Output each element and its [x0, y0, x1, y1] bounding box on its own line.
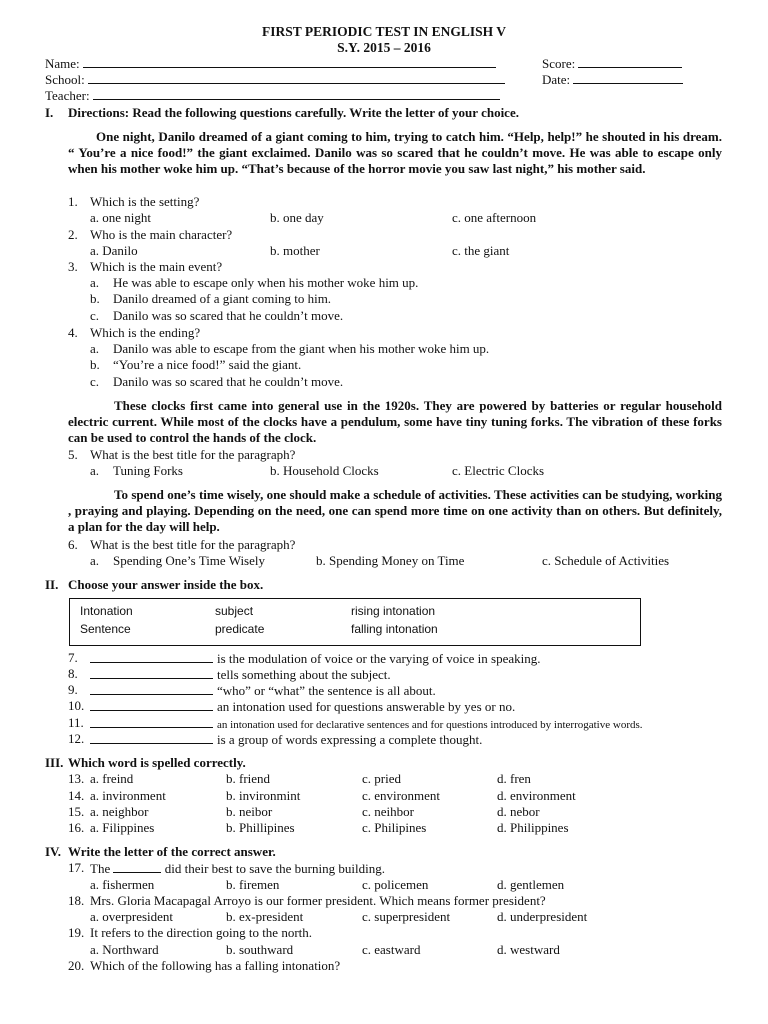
name-field[interactable] — [45, 56, 496, 72]
q18-option-a[interactable]: a. overpresident — [90, 909, 174, 924]
item-7 — [90, 650, 540, 667]
part2-directions: Choose your answer inside the box. — [68, 577, 264, 592]
q17-option-d[interactable]: d. gentlemen — [497, 877, 565, 892]
passage-2-text: These clocks first came into general use in the 1920s. They are powered by batteries or regular household electric current. While most of the clocks have a pendulum, some have tiny tuning forks. The vibration of these forks can be used to control the hands of the clock. — [68, 398, 722, 445]
school-field[interactable] — [45, 72, 505, 88]
q3-option-b-letter: b. — [90, 291, 100, 306]
answer-blank[interactable] — [90, 715, 213, 728]
answer-blank[interactable] — [90, 731, 213, 744]
question-4-number: 4. — [68, 325, 78, 340]
item-7-number: 7. — [68, 650, 78, 665]
q18-option-b[interactable]: b. ex-president — [226, 909, 304, 924]
q19-option-c[interactable]: c. eastward — [362, 942, 421, 957]
question-2-text: Who is the main character? — [90, 227, 233, 242]
q17-option-c[interactable]: c. policemen — [362, 877, 429, 892]
item-13-option-a[interactable]: a. freind — [90, 771, 134, 786]
score-line — [578, 56, 682, 68]
item-11-text: an intonation used for declarative sentences and for questions introduced by interrogative words. — [217, 719, 643, 731]
item-13-option-b[interactable]: b. friend — [226, 771, 271, 786]
item-15-option-a[interactable]: a. neighbor — [90, 804, 149, 819]
question-4-text: Which is the ending? — [90, 325, 201, 340]
q4-option-a-letter: a. — [90, 341, 100, 356]
part4-directions: Write the letter of the correct answer. — [68, 844, 276, 859]
answer-blank[interactable] — [90, 682, 213, 695]
q3-option-c[interactable]: Danilo was so scared that he couldn’t move. — [113, 308, 344, 323]
question-3-text: Which is the main event? — [90, 259, 223, 274]
item-16-option-b[interactable]: b. Phillipines — [226, 820, 295, 835]
item-12 — [90, 731, 482, 748]
score-label: Score: — [542, 56, 576, 71]
date-line — [573, 72, 683, 84]
q2-option-b[interactable]: b. mother — [270, 243, 320, 258]
choice-sentence: Sentence — [80, 622, 131, 636]
teacher-label: Teacher: — [45, 88, 90, 103]
choice-subject: subject — [215, 604, 254, 618]
item-7-text: is the modulation of voice or the varying of voice in speaking. — [217, 651, 541, 666]
q5-option-c[interactable]: c. Electric Clocks — [452, 463, 545, 478]
item-15-number: 15. — [68, 804, 85, 819]
school-label: School: — [45, 72, 85, 87]
q3-option-a-letter: a. — [90, 275, 100, 290]
question-20-text: Which of the following has a falling intonation? — [90, 958, 341, 973]
teacher-field[interactable] — [45, 88, 500, 104]
item-16-option-d[interactable]: d. Philippines — [497, 820, 569, 835]
question-5-number: 5. — [68, 447, 78, 462]
choice-intonation: Intonation — [80, 604, 133, 618]
item-8 — [90, 666, 391, 683]
q5-option-a-letter: a. — [90, 463, 100, 478]
passage-3 — [68, 487, 722, 535]
q3-option-c-letter: c. — [90, 308, 100, 323]
item-10 — [90, 698, 515, 715]
q6-option-a[interactable]: Spending One’s Time Wisely — [113, 553, 266, 568]
item-15-option-b[interactable]: b. neibor — [226, 804, 273, 819]
item-13-option-d[interactable]: d. fren — [497, 771, 531, 786]
choice-predicate: predicate — [215, 622, 265, 636]
date-label: Date: — [542, 72, 571, 87]
item-14-option-a[interactable]: a. invironment — [90, 788, 166, 803]
question-6-number: 6. — [68, 537, 78, 552]
question-6-text: What is the best title for the paragraph? — [90, 537, 296, 552]
question-18-number: 18. — [68, 893, 85, 908]
question-19-number: 19. — [68, 925, 85, 940]
passage-2 — [68, 398, 722, 446]
q17-option-b[interactable]: b. firemen — [226, 877, 280, 892]
part4-numeral: IV. — [45, 844, 62, 859]
passage-3-text: To spend one’s time wisely, one should make a schedule of activities. These activities can be studying, working , praying and playing. Depending on the need, one can spend more time on one activity than on others. But definitely, a plan for the day will help. — [68, 487, 722, 534]
q3-option-a[interactable]: He was able to escape only when his mother woke him up. — [113, 275, 419, 290]
school-line — [88, 72, 505, 84]
score-field[interactable] — [542, 56, 682, 72]
question-1-text: Which is the setting? — [90, 194, 200, 209]
part2-numeral: II. — [45, 577, 59, 592]
item-9-text: “who” or “what” the sentence is all about. — [217, 683, 436, 698]
q6-option-b[interactable]: b. Spending Money on Time — [316, 553, 465, 568]
part1-directions: Directions: Read the following questions carefully. Write the letter of your choice. — [68, 105, 519, 120]
question-5-text: What is the best title for the paragraph? — [90, 447, 296, 462]
item-13-number: 13. — [68, 771, 85, 786]
q6-option-a-letter: a. — [90, 553, 100, 568]
teacher-line — [93, 88, 500, 100]
item-11-number: 11. — [68, 715, 84, 730]
q1-option-b[interactable]: b. one day — [270, 210, 324, 225]
item-8-number: 8. — [68, 666, 78, 681]
q5-option-b[interactable]: b. Household Clocks — [270, 463, 379, 478]
q5-option-a[interactable]: Tuning Forks — [113, 463, 183, 478]
q17-post: did their best to save the burning building. — [164, 861, 385, 876]
part3-directions: Which word is spelled correctly. — [68, 755, 246, 770]
item-16-option-c[interactable]: c. Philipines — [362, 820, 427, 835]
q18-option-d[interactable]: d. underpresident — [497, 909, 588, 924]
question-19-text: It refers to the direction going to the north. — [90, 925, 313, 940]
item-14-option-c[interactable]: c. environment — [362, 788, 440, 803]
item-9-number: 9. — [68, 682, 78, 697]
q19-option-d[interactable]: d. westward — [497, 942, 560, 957]
choice-falling-intonation: falling intonation — [351, 622, 438, 636]
choice-rising-intonation: rising intonation — [351, 604, 436, 618]
q17-option-a[interactable]: a. fishermen — [90, 877, 155, 892]
q3-option-b[interactable]: Danilo dreamed of a giant coming to him. — [113, 291, 332, 306]
q19-option-b[interactable]: b. southward — [226, 942, 294, 957]
name-line — [83, 56, 496, 68]
item-10-number: 10. — [68, 698, 85, 713]
item-14-option-b[interactable]: b. invironmint — [226, 788, 301, 803]
item-14-option-d[interactable]: d. environment — [497, 788, 576, 803]
item-12-text: is a group of words expressing a complete thought. — [217, 732, 483, 747]
date-field[interactable] — [542, 72, 683, 88]
item-15-option-c[interactable]: c. neihbor — [362, 804, 414, 819]
item-12-number: 12. — [68, 731, 85, 746]
word-choice-box — [69, 598, 641, 646]
answer-blank[interactable] — [90, 650, 213, 663]
answer-blank[interactable] — [90, 666, 213, 679]
item-8-text: tells something about the subject. — [217, 667, 391, 682]
school-year: S.Y. 2015 – 2016 — [337, 40, 431, 55]
q2-option-a[interactable]: a. Danilo — [90, 243, 138, 258]
q4-option-a[interactable]: Danilo was able to escape from the giant when his mother woke him up. — [113, 341, 490, 356]
question-17-number: 17. — [68, 860, 85, 875]
passage-1 — [68, 129, 722, 177]
question-2-number: 2. — [68, 227, 78, 242]
q4-option-c-letter: c. — [90, 374, 100, 389]
q4-option-b[interactable]: “You’re a nice food!” said the giant. — [113, 357, 302, 372]
q6-option-c[interactable]: c. Schedule of Activities — [542, 553, 670, 568]
q18-option-c[interactable]: c. superpresident — [362, 909, 451, 924]
item-14-number: 14. — [68, 788, 85, 803]
q17-pre: The — [90, 861, 111, 876]
question-1-number: 1. — [68, 194, 78, 209]
q19-option-a[interactable]: a. Northward — [90, 942, 159, 957]
item-9 — [90, 682, 436, 699]
item-16-number: 16. — [68, 820, 85, 835]
q4-option-c[interactable]: Danilo was so scared that he couldn’t move. — [113, 374, 344, 389]
question-17-text — [90, 860, 385, 877]
item-13-option-c[interactable]: c. pried — [362, 771, 401, 786]
question-18-text: Mrs. Gloria Macapagal Arroyo is our former president. Which means former president? — [90, 893, 546, 908]
answer-blank[interactable] — [90, 698, 213, 711]
q1-option-c[interactable]: c. one afternoon — [452, 210, 537, 225]
question-3-number: 3. — [68, 259, 78, 274]
item-15-option-d[interactable]: d. nebor — [497, 804, 540, 819]
answer-blank[interactable] — [113, 860, 161, 873]
q2-option-c[interactable]: c. the giant — [452, 243, 510, 258]
item-10-text: an intonation used for questions answerable by yes or no. — [217, 699, 516, 714]
item-16-option-a[interactable]: a. Filippines — [90, 820, 155, 835]
q4-option-b-letter: b. — [90, 357, 100, 372]
passage-1-text: One night, Danilo dreamed of a giant coming to him, trying to catch him. “Help, help!” he shouted in his dream. “ You’re a nice food!” the giant exclaimed. Danilo was so scared that he couldn’t move. He was able to escape only when his mother woke him up. “That’s because of the horror movie you saw last night,” his mother said. — [68, 129, 722, 176]
name-label: Name: — [45, 56, 80, 71]
part1-numeral: I. — [45, 105, 54, 120]
q1-option-a[interactable]: a. one night — [90, 210, 152, 225]
part3-numeral: III. — [45, 755, 64, 770]
page-title: FIRST PERIODIC TEST IN ENGLISH V — [262, 24, 506, 39]
question-20-number: 20. — [68, 958, 85, 973]
